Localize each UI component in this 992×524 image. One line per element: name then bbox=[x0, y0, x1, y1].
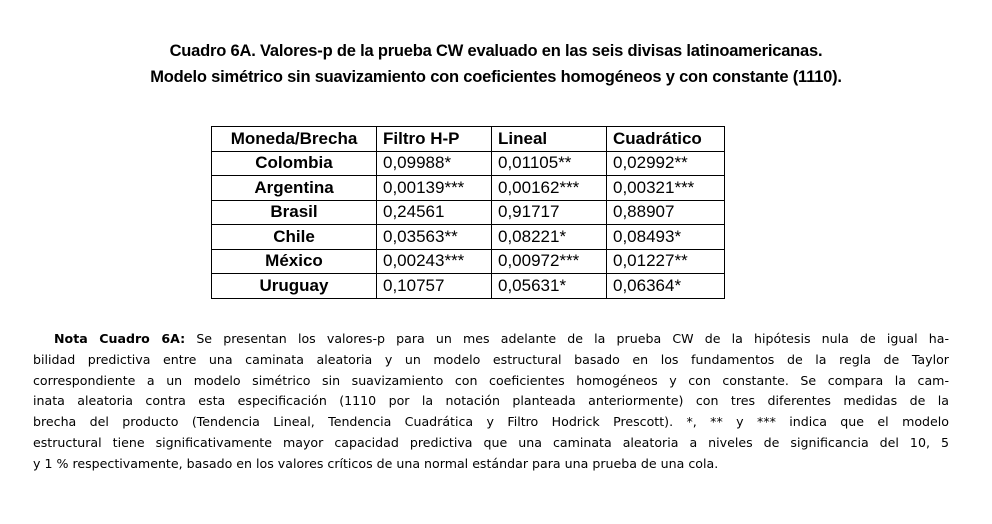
country-cell: Brasil bbox=[212, 200, 377, 225]
country-cell: Colombia bbox=[212, 151, 377, 176]
hp-cell: 0,03563** bbox=[377, 225, 492, 250]
table-row bbox=[212, 225, 725, 250]
note-line: brecha del producto (Tendencia Lineal, Tendencia Cuadrática y Filtro Hodrick Prescott). *, ** y *** indica que el modelo bbox=[33, 414, 949, 430]
lineal-cell: 0,01105** bbox=[492, 151, 607, 176]
lineal-cell: 0,00162*** bbox=[492, 176, 607, 201]
note-line bbox=[33, 329, 949, 350]
note-line: inata aleatoria contra esta especificación (1110 por la notación planteada anteriormente) con tres diferentes medidas de la bbox=[33, 393, 949, 409]
header-cuadratico: Cuadrático bbox=[607, 127, 725, 152]
lineal-cell: 0,91717 bbox=[492, 200, 607, 225]
hp-cell: 0,00139*** bbox=[377, 176, 492, 201]
table-row bbox=[212, 176, 725, 201]
hp-cell: 0,10757 bbox=[377, 274, 492, 299]
cuadratico-cell: 0,08493* bbox=[607, 225, 725, 250]
table-row bbox=[212, 151, 725, 176]
header-lineal: Lineal bbox=[492, 127, 607, 152]
country-cell: Argentina bbox=[212, 176, 377, 201]
table-title-line-2: Modelo simétrico sin suavizamiento con coeficientes homogéneos y con constante (1110). bbox=[150, 68, 842, 86]
note-line: bilidad predictiva entre una caminata aleatoria y un modelo estructural basado en los fundamentos de la regla de Taylor bbox=[33, 351, 949, 367]
note-label: Nota Cuadro 6A: bbox=[54, 331, 186, 346]
lineal-cell: 0,05631* bbox=[492, 274, 607, 299]
country-cell: Uruguay bbox=[212, 274, 377, 299]
note-line: estructural tiene significativamente mayor capacidad predictiva que una caminata aleatoria a niveles de significancia del 10, 5 bbox=[33, 434, 949, 450]
cuadratico-cell: 0,01227** bbox=[607, 249, 725, 274]
header-moneda-brecha: Moneda/Brecha bbox=[212, 127, 377, 152]
hp-cell: 0,24561 bbox=[377, 200, 492, 225]
note-text: Se presentan los valores-p para un mes adelante de la prueba CW de la hipótesis nula de igual ha- bbox=[185, 331, 949, 346]
pvalues-table bbox=[211, 126, 725, 299]
country-cell: Chile bbox=[212, 225, 377, 250]
hp-cell: 0,09988* bbox=[377, 151, 492, 176]
table-header-row bbox=[212, 127, 725, 152]
table-note bbox=[33, 329, 949, 475]
hp-cell: 0,00243*** bbox=[377, 249, 492, 274]
table-row bbox=[212, 249, 725, 274]
header-filtro-hp: Filtro H-P bbox=[377, 127, 492, 152]
note-line: y 1 % respectivamente, basado en los valores críticos de una normal estándar para una prueba de una cola. bbox=[33, 455, 719, 471]
table-row bbox=[212, 274, 725, 299]
note-line: correspondiente a un modelo simétrico sin suavizamiento con coeficientes homogéneos y con constante. Se compara la cam- bbox=[33, 372, 949, 388]
cuadratico-cell: 0,00321*** bbox=[607, 176, 725, 201]
lineal-cell: 0,08221* bbox=[492, 225, 607, 250]
cuadratico-cell: 0,02992** bbox=[607, 151, 725, 176]
cuadratico-cell: 0,06364* bbox=[607, 274, 725, 299]
cuadratico-cell: 0,88907 bbox=[607, 200, 725, 225]
lineal-cell: 0,00972*** bbox=[492, 249, 607, 274]
table-title-line-1: Cuadro 6A. Valores-p de la prueba CW evaluado en las seis divisas latinoamericanas. bbox=[169, 42, 823, 60]
country-cell: México bbox=[212, 249, 377, 274]
table-row bbox=[212, 200, 725, 225]
